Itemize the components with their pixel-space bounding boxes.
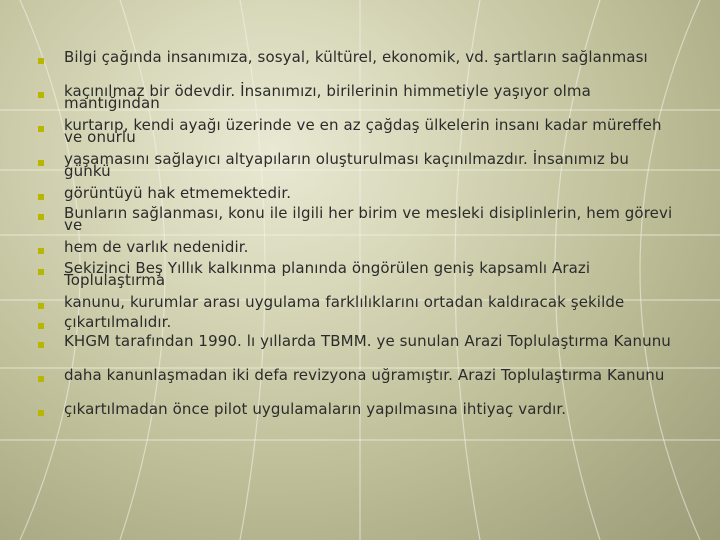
list-item-text: kurtarıp, kendi ayağı üzerinde ve en az çağdaş ülkelerin insanı kadar müreffeh ve onurlu — [64, 116, 662, 146]
bullet-square-icon — [38, 376, 44, 382]
bullet-square-icon — [38, 194, 44, 200]
bullet-square-icon — [38, 160, 44, 166]
bullet-square-icon — [38, 269, 44, 275]
list-item-text: Bilgi çağında insanımıza, sosyal, kültürel, ekonomik, vd. şartların sağlanması — [64, 48, 648, 66]
list-item-text: yaşamasını sağlayıcı altyapıların oluşturulması kaçınılmazdır. İnsanımız bu günkü — [64, 150, 629, 180]
list-item-text: çıkartılmadan önce pilot uygulamaların yapılmasına ihtiyaç vardır. — [64, 400, 567, 418]
bullet-square-icon — [38, 303, 44, 309]
bullet-square-icon — [38, 410, 44, 416]
list-item-text: KHGM tarafından 1990. lı yıllarda TBMM. ye sunulan Arazi Toplulaştırma Kanunu — [64, 332, 671, 350]
bullet-square-icon — [38, 126, 44, 132]
list-item-text: çıkartılmalıdır. — [64, 313, 172, 331]
list-item-text: daha kanunlaşmadan iki defa revizyona uğramıştır. Arazi Toplulaştırma Kanunu — [64, 366, 665, 384]
list-item-text: kanunu, kurumlar arası uygulama farklılıklarını ortadan kaldıracak şekilde — [64, 293, 625, 311]
bullet-square-icon — [38, 342, 44, 348]
list-item-text: hem de varlık nedenidir. — [64, 238, 249, 256]
bullet-square-icon — [38, 92, 44, 98]
bullet-square-icon — [38, 214, 44, 220]
bullet-square-icon — [38, 248, 44, 254]
bullet-square-icon — [38, 58, 44, 64]
list-item-text: kaçınılmaz bir ödevdir. İnsanımızı, birilerinin himmetiyle yaşıyor olma mantığından — [64, 82, 591, 112]
list-item-text: Bunların sağlanması, konu ile ilgili her birim ve mesleki disiplinlerin, hem görevi ve — [64, 204, 673, 234]
list-item-text: görüntüyü hak etmemektedir. — [64, 184, 292, 202]
bullet-square-icon — [38, 323, 44, 329]
list-item-text: Sekizinci Beş Yıllık kalkınma planında öngörülen geniş kapsamlı Arazi Toplulaştırma — [64, 259, 591, 289]
